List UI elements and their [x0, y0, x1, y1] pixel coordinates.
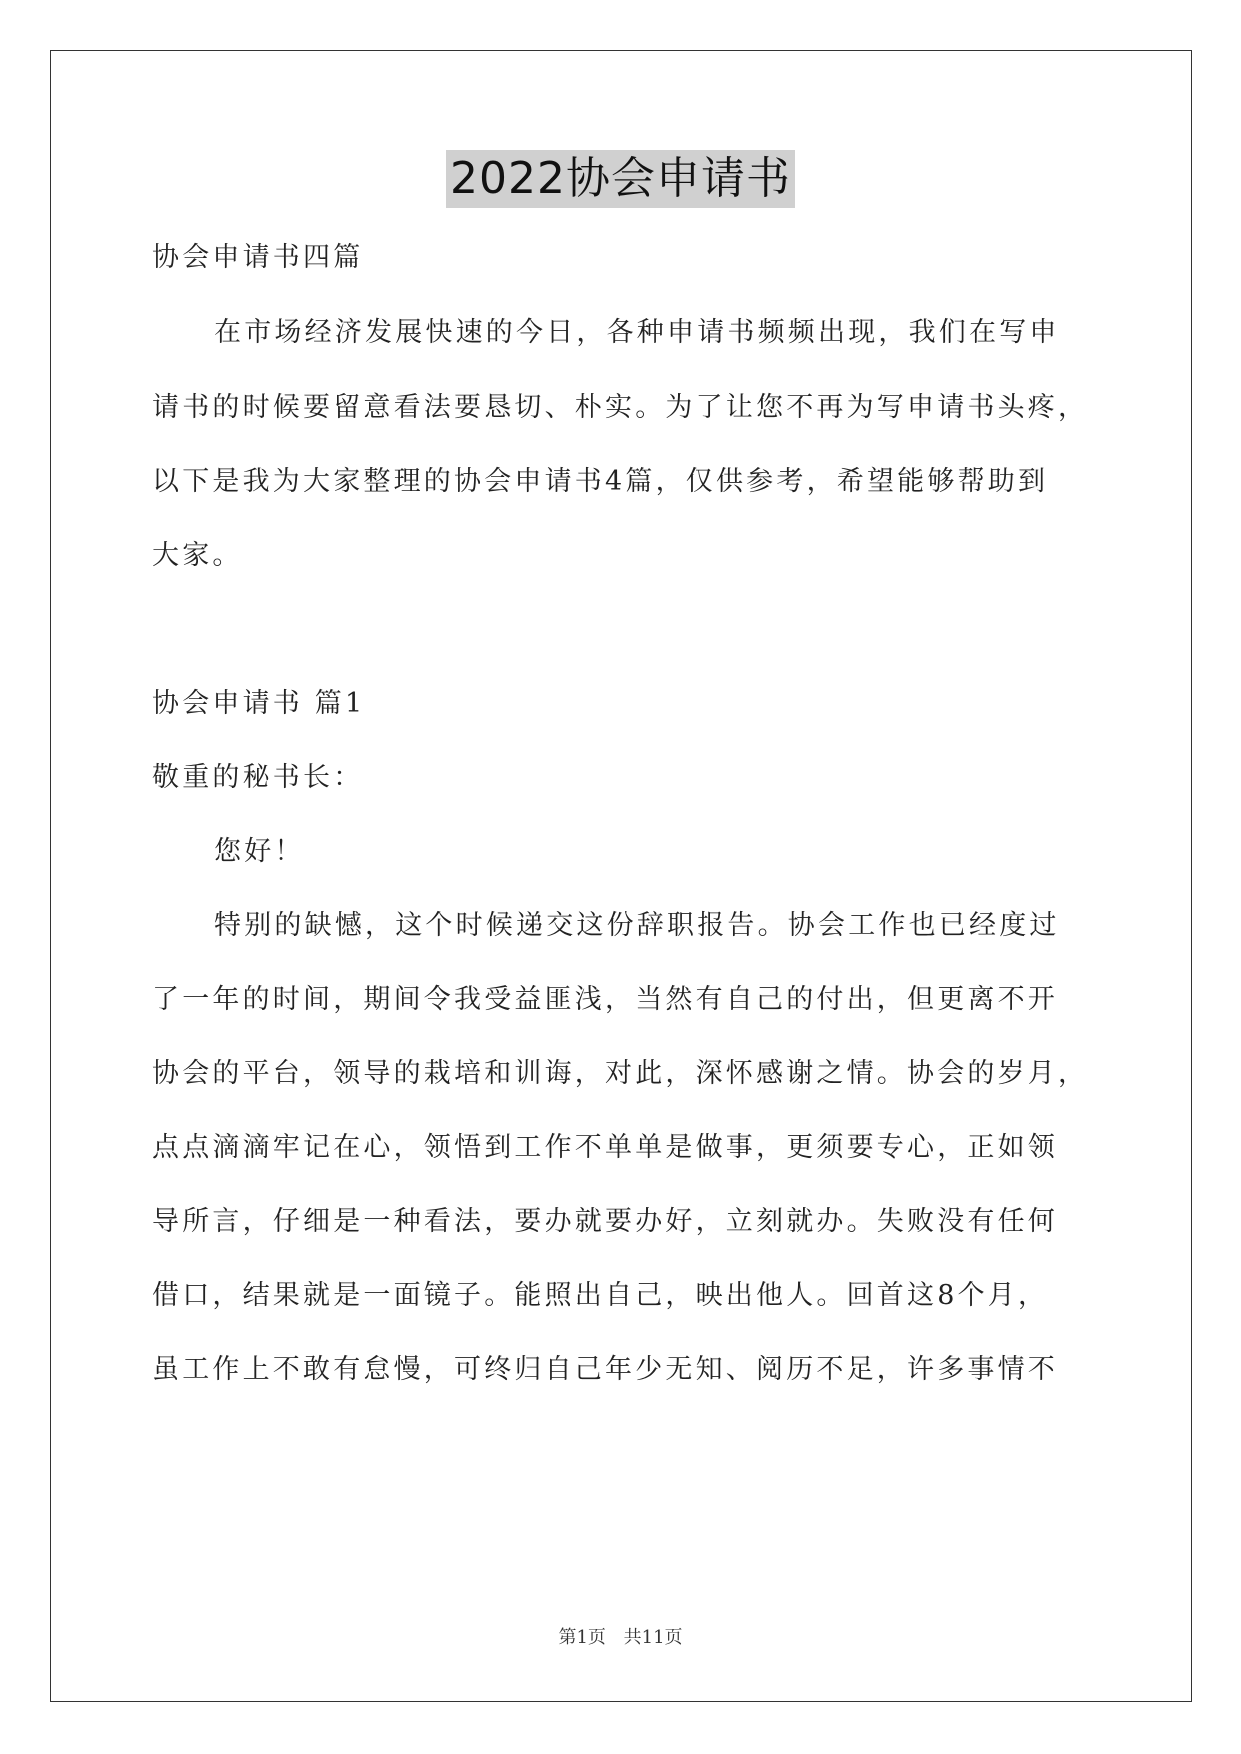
page-border [50, 50, 1192, 1702]
document-subtitle: 协会申请书四篇 [152, 242, 364, 273]
section-heading: 协会申请书 篇1 [152, 688, 366, 719]
total-pages: 共11页 [623, 1627, 683, 1648]
body-line-7: 虽工作上不敢有怠慢，可终归自己年少无知、阅历不足，许多事情不 [152, 1354, 1058, 1385]
intro-line-1: 在市场经济发展快速的今日，各种申请书频频出现，我们在写申 [214, 317, 1060, 348]
body-line-4: 点点滴滴牢记在心，领悟到工作不单单是做事，更须要专心，正如领 [152, 1132, 1058, 1163]
intro-line-2: 请书的时候要留意看法要恳切、朴实。为了让您不再为写申请书头疼， [152, 392, 1089, 423]
body-line-2: 了一年的时间，期间令我受益匪浅，当然有自己的付出，但更离不开 [152, 984, 1058, 1015]
body-line-1: 特别的缺憾，这个时候递交这份辞职报告。协会工作也已经度过 [214, 910, 1060, 941]
salutation: 敬重的秘书长： [152, 762, 364, 793]
page-footer [0, 1626, 1241, 1650]
body-line-6: 借口，结果就是一面镜子。能照出自己，映出他人。回首这8个月， [152, 1280, 1049, 1311]
document-title: 2022协会申请书 [446, 150, 795, 208]
intro-line-3: 以下是我为大家整理的协会申请书4篇，仅供参考，希望能够帮助到 [152, 466, 1049, 497]
intro-line-4: 大家。 [152, 540, 243, 571]
page-number: 第1页 [558, 1627, 606, 1648]
body-line-5: 导所言，仔细是一种看法，要办就要办好，立刻就办。失败没有任何 [152, 1206, 1058, 1237]
body-line-3: 协会的平台，领导的栽培和训诲，对此，深怀感谢之情。协会的岁月， [152, 1058, 1089, 1089]
title-container [0, 150, 1241, 208]
greeting: 您好！ [214, 836, 305, 867]
